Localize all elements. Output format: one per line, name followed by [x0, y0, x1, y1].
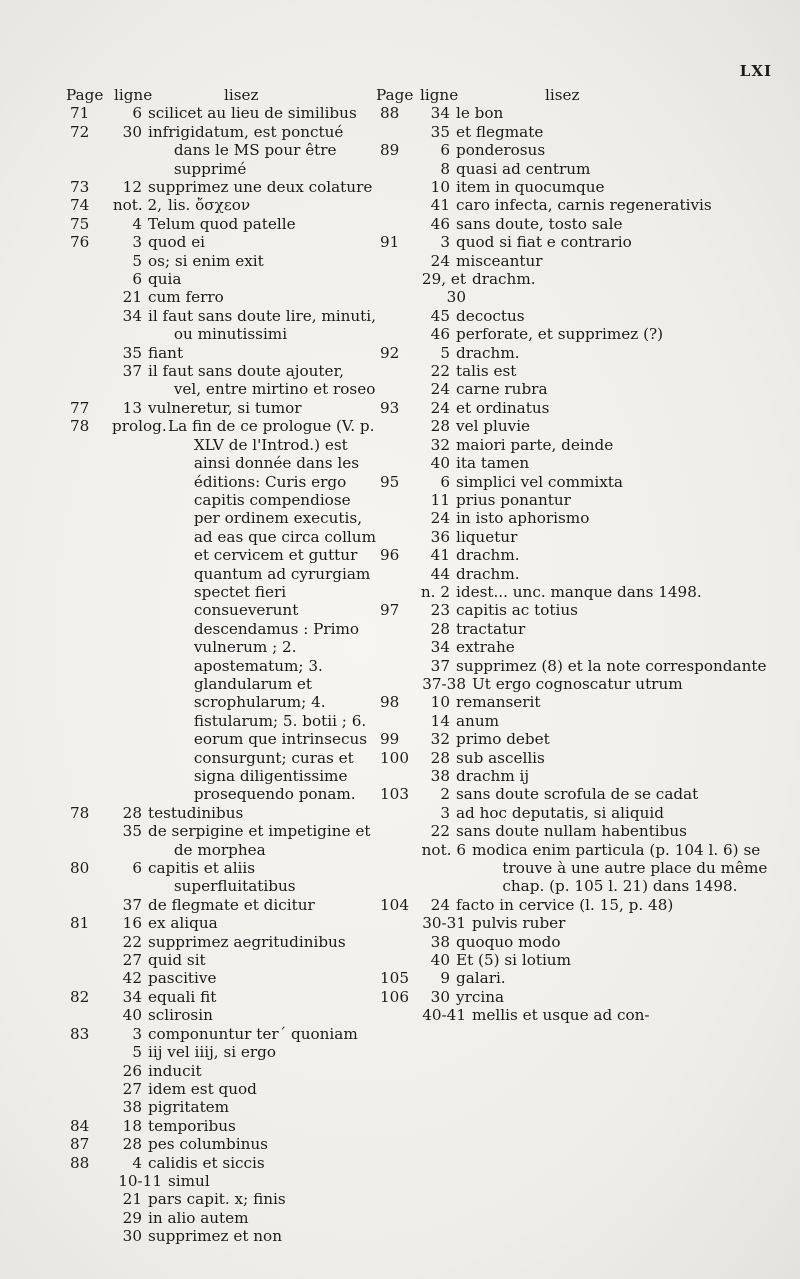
errata-entry	[66, 933, 376, 951]
entry-page: 88	[70, 1153, 90, 1172]
errata-entry	[376, 160, 780, 178]
entry-page: 96	[380, 546, 400, 565]
errata-entry	[376, 270, 780, 307]
entry-line: 11	[430, 490, 450, 509]
entry-line: 37	[122, 895, 142, 914]
errata-entry	[66, 951, 376, 969]
entry-page: 72	[70, 122, 90, 141]
entry-text: maiori parte, deinde	[456, 435, 614, 454]
entry-text: Ut ergo cognoscatur utrum	[472, 674, 683, 693]
entry-text: scilicet au lieu de similibus	[148, 104, 357, 123]
entry-line: 18	[122, 1116, 142, 1135]
entry-text: fiant	[148, 343, 184, 362]
entry-line: 27	[122, 1079, 142, 1098]
entry-line: 22	[122, 932, 142, 951]
entry-text: drachm.	[456, 343, 520, 362]
errata-entry	[66, 1227, 376, 1245]
errata-entry	[66, 288, 376, 306]
errata-entry	[376, 620, 780, 638]
entry-line: 22	[430, 822, 450, 841]
errata-entry	[66, 1025, 376, 1043]
errata-entry	[66, 270, 376, 288]
entry-line: 42	[122, 969, 142, 988]
errata-entry	[376, 822, 780, 840]
entry-text: item in quocumque	[456, 178, 605, 197]
entry-line: 28	[122, 1135, 142, 1154]
entry-page: 95	[380, 472, 400, 491]
entry-text: idest... unc. manque dans 1498.	[456, 582, 702, 601]
entry-text: mellis et usque ad con-	[472, 1006, 650, 1025]
errata-entry	[66, 1135, 376, 1153]
entry-line: 3	[132, 233, 142, 252]
entry-line: 10	[430, 693, 450, 712]
entry-line: 30-31	[422, 914, 466, 933]
entry-line: 6	[440, 472, 450, 491]
entry-line: 29, et 30	[421, 270, 466, 307]
errata-entry	[66, 1080, 376, 1098]
entry-line: 38	[122, 1098, 142, 1117]
errata-entry	[66, 417, 376, 804]
entry-text: iij vel iiij, si ergo	[148, 1043, 277, 1062]
entry-text: prius ponantur	[456, 490, 571, 509]
entry-line: prolog.	[112, 417, 167, 436]
entry-line: 3	[440, 803, 450, 822]
entry-text: supprimez une deux colature	[148, 178, 373, 197]
entry-text: de serpigine et impetigine et de morphea	[148, 822, 371, 859]
errata-entry	[376, 657, 780, 675]
entry-text: quasi ad centrum	[456, 159, 591, 178]
entry-page: 97	[380, 601, 400, 620]
errata-entry	[376, 565, 780, 583]
entry-page: 76	[70, 233, 90, 252]
entry-page: 98	[380, 693, 400, 712]
entry-page: 81	[70, 914, 90, 933]
entry-page: 99	[380, 730, 400, 749]
errata-entry	[376, 730, 780, 748]
entry-text: sans doute nullam habentibus	[456, 822, 687, 841]
errata-entry	[66, 123, 376, 178]
entry-line: 24	[430, 380, 450, 399]
entry-page: 74	[70, 196, 90, 215]
errata-entry	[66, 104, 376, 122]
entry-text: primo debet	[456, 730, 550, 749]
entry-line: 16	[122, 914, 142, 933]
entry-line: 5	[132, 251, 142, 270]
entry-text: il faut sans doute ajouter, vel, entre mirtino et roseo	[148, 362, 376, 399]
entry-text: quoquo modo	[456, 932, 561, 951]
errata-list-left	[66, 104, 376, 1245]
entry-text: pes columbinus	[148, 1135, 268, 1154]
entry-page: 106	[380, 987, 409, 1006]
entry-line: 34	[430, 638, 450, 657]
errata-entry	[66, 822, 376, 859]
entry-text: modica enim particula (p. 104 l. 6) se trouve à une autre place du même chap. (p. 105 l. 21) dans 1498.	[472, 840, 768, 896]
entry-line: 10	[430, 178, 450, 197]
entry-text: facto in cervice (l. 15, p. 48)	[456, 895, 674, 914]
entry-line: 22	[430, 362, 450, 381]
entry-text: talis est	[456, 362, 517, 381]
entry-page: 80	[70, 859, 90, 878]
entry-line: 5	[132, 1043, 142, 1062]
errata-entry	[66, 988, 376, 1006]
entry-text: Et (5) si lotium	[456, 951, 571, 970]
errata-entry	[376, 104, 780, 122]
entry-text: de flegmate et dicitur	[148, 895, 315, 914]
errata-entry	[66, 252, 376, 270]
errata-entry	[66, 859, 376, 896]
errata-entry	[376, 1006, 780, 1024]
entry-line: 13	[122, 398, 142, 417]
entry-line: 40	[430, 454, 450, 473]
entry-line: 3	[440, 233, 450, 252]
entry-line: 28	[430, 417, 450, 436]
entry-text: sans doute, tosto sale	[456, 214, 623, 233]
entry-text: quod si fiat e contrario	[456, 233, 632, 252]
errata-entry	[376, 417, 780, 435]
errata-column-right	[376, 86, 780, 1025]
errata-entry	[376, 307, 780, 325]
entry-text: galari.	[456, 969, 506, 988]
errata-entry	[376, 123, 780, 141]
entry-line: 24	[430, 398, 450, 417]
entry-text: Telum quod patelle	[148, 214, 296, 233]
entry-page: 89	[380, 141, 400, 160]
entry-page: 78	[70, 803, 90, 822]
entry-line: 44	[430, 564, 450, 583]
column-header	[66, 86, 376, 104]
entry-line: 10-11	[118, 1171, 162, 1190]
entry-text: idem est quod	[148, 1079, 257, 1098]
errata-entry	[66, 307, 376, 344]
errata-column-left	[66, 86, 376, 1246]
errata-entry	[66, 1043, 376, 1061]
entry-line: 37	[430, 656, 450, 675]
entry-page: 87	[70, 1135, 90, 1154]
entry-text: sans doute scrofula de se cadat	[456, 785, 699, 804]
entry-line: 46	[430, 214, 450, 233]
errata-entry	[376, 362, 780, 380]
entry-text: perforate, et supprimez (?)	[456, 325, 664, 344]
errata-entry	[66, 1190, 376, 1208]
errata-entry	[66, 1098, 376, 1116]
errata-entry	[376, 951, 780, 969]
entry-text: simul	[168, 1171, 210, 1190]
entry-line: 29	[122, 1208, 142, 1227]
errata-entry	[376, 988, 780, 1006]
errata-entry	[376, 841, 780, 896]
entry-line: 30	[122, 122, 142, 141]
entry-page: 71	[70, 104, 90, 123]
entry-line: 41	[430, 546, 450, 565]
entry-line: 38	[430, 767, 450, 786]
entry-line: 8	[440, 159, 450, 178]
errata-entry	[376, 509, 780, 527]
entry-text: quia	[148, 270, 182, 289]
errata-entry	[376, 933, 780, 951]
entry-page: 84	[70, 1116, 90, 1135]
errata-entry	[376, 969, 780, 987]
entry-text: sclirosin	[148, 1006, 213, 1025]
entry-line: 14	[430, 711, 450, 730]
entry-text: equali fit	[148, 987, 217, 1006]
entry-page: 105	[380, 969, 409, 988]
entry-text: supprimez et non	[148, 1227, 282, 1246]
errata-entry	[66, 1154, 376, 1172]
entry-line: 27	[122, 951, 142, 970]
errata-entry	[66, 399, 376, 417]
entry-page: 103	[380, 785, 409, 804]
entry-text: quod ei	[148, 233, 206, 252]
entry-line: n. 2	[420, 582, 450, 601]
entry-text: ex aliqua	[148, 914, 218, 933]
entry-line: 24	[430, 251, 450, 270]
errata-entry	[66, 362, 376, 399]
entry-line: 30	[430, 987, 450, 1006]
errata-entry	[66, 178, 376, 196]
entry-page: 104	[380, 895, 409, 914]
entry-text: drachm.	[456, 546, 520, 565]
entry-line: 40	[430, 951, 450, 970]
entry-line: 28	[430, 748, 450, 767]
header-page: Page	[376, 86, 414, 104]
entry-line: 21	[122, 288, 142, 307]
entry-text: yrcina	[456, 987, 505, 1006]
entry-line: 34	[122, 987, 142, 1006]
entry-line: 5	[440, 343, 450, 362]
entry-line: 46	[430, 325, 450, 344]
errata-entry	[66, 233, 376, 251]
entry-page: 75	[70, 214, 90, 233]
entry-text: ponderosus	[456, 141, 546, 160]
errata-entry	[376, 196, 780, 214]
errata-entry	[376, 601, 780, 619]
entry-line: 4	[132, 214, 142, 233]
entry-text: calidis et siccis	[148, 1153, 265, 1172]
entry-line: 32	[430, 730, 450, 749]
entry-line: 37	[122, 362, 142, 381]
entry-text: in alio autem	[148, 1208, 249, 1227]
entry-text: pulvis ruber	[472, 914, 566, 933]
errata-list-right	[376, 104, 780, 1024]
entry-text: ad hoc deputatis, si aliquid	[456, 803, 664, 822]
errata-entry	[376, 344, 780, 362]
entry-page: 73	[70, 178, 90, 197]
header-page: Page	[66, 86, 104, 104]
entry-line: 41	[430, 196, 450, 215]
errata-entry	[376, 712, 780, 730]
entry-line: 45	[430, 306, 450, 325]
entry-page: 78	[70, 417, 90, 436]
entry-line: 37-38	[422, 674, 466, 693]
entry-text: caro infecta, carnis regenerativis	[456, 196, 712, 215]
entry-text: carne rubra	[456, 380, 548, 399]
entry-line: 28	[122, 803, 142, 822]
errata-entry	[376, 491, 780, 509]
entry-text: extrahe	[456, 638, 515, 657]
entry-line: 23	[430, 601, 450, 620]
entry-text: drachm.	[456, 564, 520, 583]
entry-line: 2	[440, 785, 450, 804]
entry-line: 32	[430, 435, 450, 454]
entry-text: pars capit. x; finis	[148, 1190, 286, 1209]
entry-line: 35	[122, 343, 142, 362]
errata-entry	[66, 1062, 376, 1080]
entry-text: sub ascellis	[456, 748, 545, 767]
entry-line: 6	[132, 859, 142, 878]
errata-entry	[376, 693, 780, 711]
errata-entry	[376, 454, 780, 472]
entry-line: 6	[440, 141, 450, 160]
entry-text: lis. ὄσχεον	[168, 196, 251, 215]
entry-line: 4	[132, 1153, 142, 1172]
entry-text: testudinibus	[148, 803, 244, 822]
header-ligne: ligne	[420, 86, 459, 104]
entry-text: drachm ij	[456, 767, 530, 786]
column-header	[376, 86, 780, 104]
entry-text: remanserit	[456, 693, 541, 712]
header-lisez: lisez	[224, 86, 259, 104]
errata-entry	[66, 196, 376, 214]
entry-text: il faut sans doute lire, minuti, ou minutissimi	[148, 306, 376, 344]
errata-entry	[66, 804, 376, 822]
entry-text: infrigidatum, est ponctué dans le MS pour être supprimé	[148, 122, 344, 178]
entry-line: 12	[122, 178, 142, 197]
entry-text: et ordinatus	[456, 398, 550, 417]
entry-text: simplici vel commixta	[456, 472, 623, 491]
entry-text: os; si enim exit	[148, 251, 264, 270]
entry-text: inducit	[148, 1061, 202, 1080]
entry-line: 24	[430, 895, 450, 914]
entry-line: 6	[132, 104, 142, 123]
entry-text: decoctus	[456, 306, 525, 325]
errata-entry	[66, 1209, 376, 1227]
errata-entry	[376, 399, 780, 417]
entry-text: misceantur	[456, 251, 543, 270]
entry-page: 77	[70, 398, 90, 417]
entry-line: 24	[430, 509, 450, 528]
entry-line: 34	[122, 306, 142, 325]
entry-line: 35	[430, 122, 450, 141]
errata-entry	[376, 141, 780, 159]
entry-page: 100	[380, 748, 409, 767]
entry-line: not. 2,	[112, 196, 162, 215]
entry-text: cum ferro	[148, 288, 224, 307]
errata-entry	[66, 1117, 376, 1135]
entry-line: 34	[430, 104, 450, 123]
errata-entry	[376, 252, 780, 270]
errata-entry	[376, 914, 780, 932]
entry-page: 88	[380, 104, 400, 123]
errata-entry	[376, 528, 780, 546]
entry-text: ita tamen	[456, 454, 530, 473]
errata-entry	[66, 914, 376, 932]
errata-entry	[66, 344, 376, 362]
entry-line: not. 6	[421, 840, 466, 859]
errata-entry	[376, 638, 780, 656]
errata-entry	[376, 749, 780, 767]
errata-entry	[376, 233, 780, 251]
entry-text: supprimez (8) et la note correspondante	[456, 656, 767, 675]
errata-entry	[66, 896, 376, 914]
errata-entry	[376, 380, 780, 398]
errata-entry	[376, 583, 780, 601]
entry-line: 3	[132, 1024, 142, 1043]
entry-line: 30	[122, 1227, 142, 1246]
entry-text: quid sit	[148, 951, 206, 970]
entry-page: 83	[70, 1024, 90, 1043]
entry-line: 26	[122, 1061, 142, 1080]
errata-entry	[66, 969, 376, 987]
entry-text: pigritatem	[148, 1098, 230, 1117]
errata-entry	[376, 325, 780, 343]
entry-line: 6	[132, 270, 142, 289]
entry-line: 35	[122, 822, 142, 841]
entry-text: capitis et aliis superfluitatibus	[148, 859, 296, 896]
entry-text: supprimez aegritudinibus	[148, 932, 346, 951]
errata-entry	[376, 896, 780, 914]
entry-text: in isto aphorismo	[456, 509, 590, 528]
entry-text: drachm.	[472, 270, 536, 289]
entry-line: 28	[430, 619, 450, 638]
errata-entry	[376, 215, 780, 233]
entry-text: et flegmate	[456, 122, 544, 141]
errata-entry	[66, 215, 376, 233]
errata-entry	[376, 473, 780, 491]
entry-line: 40	[122, 1006, 142, 1025]
entry-page: 92	[380, 343, 400, 362]
errata-entry	[66, 1006, 376, 1024]
entry-line: 21	[122, 1190, 142, 1209]
entry-text: pascitive	[148, 969, 217, 988]
errata-entry	[376, 785, 780, 803]
errata-entry	[376, 546, 780, 564]
entry-line: 40-41	[422, 1006, 466, 1025]
entry-text: tractatur	[456, 619, 526, 638]
errata-entry	[376, 804, 780, 822]
entry-page: 91	[380, 233, 400, 252]
entry-text: componuntur ter´ quoniam	[148, 1024, 358, 1043]
entry-text: capitis ac totius	[456, 601, 578, 620]
entry-text: vulneretur, si tumor	[148, 398, 302, 417]
entry-text: temporibus	[148, 1116, 236, 1135]
folio-number: LXI	[739, 62, 772, 80]
entry-text: le bon	[456, 104, 504, 123]
entry-text: liquetur	[456, 527, 518, 546]
entry-text: vel pluvie	[456, 417, 531, 436]
entry-line: 9	[440, 969, 450, 988]
entry-text: anum	[456, 711, 500, 730]
errata-entry	[376, 767, 780, 785]
entry-line: 36	[430, 527, 450, 546]
errata-entry	[376, 675, 780, 693]
entry-page: 93	[380, 398, 400, 417]
header-ligne: ligne	[114, 86, 153, 104]
errata-entry	[376, 178, 780, 196]
errata-entry	[66, 1172, 376, 1190]
entry-text: La fin de ce prologue (V. p. XLV de l'Introd.) est ainsi donnée dans les éditions: Curis ergo capitis compendiose per ordinem executis, ad eas que circa collum et cervicem et guttur quantum ad cyrurgiam spectet fieri consueverunt descendamus : Primo vulnerum ; 2. apostematum; 3. glandularum et scrophularum; 4. fistularum; 5. botii ; 6. eorum que intrinsecus consurgunt; curas et signa diligentissime prosequendo ponam.	[168, 417, 376, 804]
header-lisez: lisez	[545, 86, 580, 104]
entry-line: 38	[430, 932, 450, 951]
entry-page: 82	[70, 987, 90, 1006]
errata-entry	[376, 436, 780, 454]
